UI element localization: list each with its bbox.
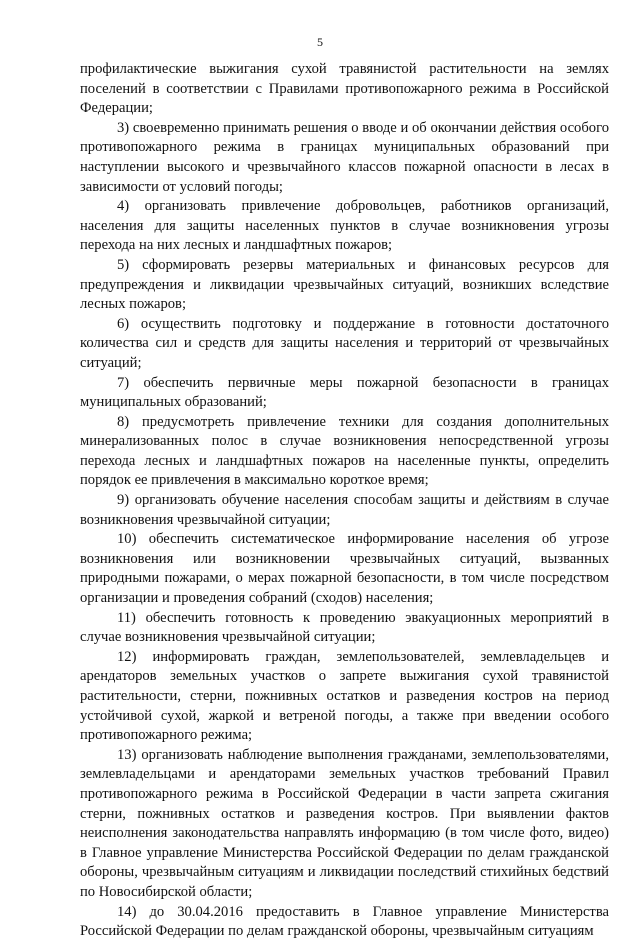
document-body	[80, 60, 609, 942]
page-number: 5	[317, 35, 323, 49]
paragraph-continuation: профилактические выжигания сухой травянистой растительности на землях поселений в соответствии с Правилами противопожарного режима в Российской Федерации;	[80, 61, 609, 117]
paragraph-item-12: 12) информировать граждан, землепользователей, землевладельцев и арендаторов земельных участков о запрете выжигания сухой травянистой растительности, стерни, пожнивных остатков и разведения костров на период устойчивой сухой, жаркой и ветреной погоды, а также при введении особого противопожарного режима;	[80, 648, 609, 744]
paragraph-item-11: 11) обеспечить готовность к проведению эвакуационных мероприятий в случае возникновения чрезвычайной ситуации;	[80, 609, 609, 646]
paragraph-item-8: 8) предусмотреть привлечение техники для создания дополнительных минерализованных полос в случае возникновения непосредственной угрозы перехода лесных и ландшафтных пожаров на населенные пункты, определить порядок ее привлечения в максимально короткое время;	[80, 413, 609, 489]
paragraph-item-9: 9) организовать обучение населения способам защиты и действиям в случае возникновения чрезвычайной ситуации;	[80, 492, 609, 528]
paragraph-item-5: 5) сформировать резервы материальных и финансовых ресурсов для предупреждения и ликвидации чрезвычайных ситуаций, возникших вследствие лесных пожаров;	[80, 256, 609, 313]
paragraph-item-4: 4) организовать привлечение добровольцев, работников организаций, населения для защиты населенных пунктов в случае возникновения угрозы перехода на них лесных и ландшафтных пожаров;	[80, 198, 609, 254]
paragraph-item-14: 14) до 30.04.2016 предоставить в Главное управление Министерства Российской Федерации по делам гражданской обороны, чрезвычайным ситуациям	[80, 903, 609, 940]
paragraph-item-3: 3) своевременно принимать решения о вводе и об окончании действия особого противопожарного режима в границах муниципальных образований при наступлении высокого и чрезвычайного классов пожарной опасности в лесах в зависимости от условий погоды;	[80, 119, 609, 195]
paragraph-item-13: 13) организовать наблюдение выполнения гражданами, землепользователями, землевладельцами и арендаторами земельных участков требований Правил противопожарного режима в Российской Федерации в части запрета сжигания стерни, пожнивных остатков и разведения костров. При выявлении фактов неисполнения законодательства направлять информацию (в том числе фото, видео) в Главное управление Министерства Российской Федерации по делам гражданской обороны, чрезвычайным ситуациям и ликвидации последствий стихийных бедствий по Новосибирской области;	[80, 746, 609, 900]
paragraph-item-6: 6) осуществить подготовку и поддержание в готовности достаточного количества сил и средств для защиты населения и территорий от чрезвычайных ситуаций;	[80, 315, 609, 371]
paragraph-item-7: 7) обеспечить первичные меры пожарной безопасности в границах муниципальных образований;	[80, 374, 609, 411]
paragraph-item-10: 10) обеспечить систематическое информирование населения об угрозе возникновения или возникновении чрезвычайных ситуаций, вызванных природными пожарами, о мерах пожарной безопасности, в том числе посредством организации и проведения собраний (сходов) населения;	[80, 531, 609, 607]
